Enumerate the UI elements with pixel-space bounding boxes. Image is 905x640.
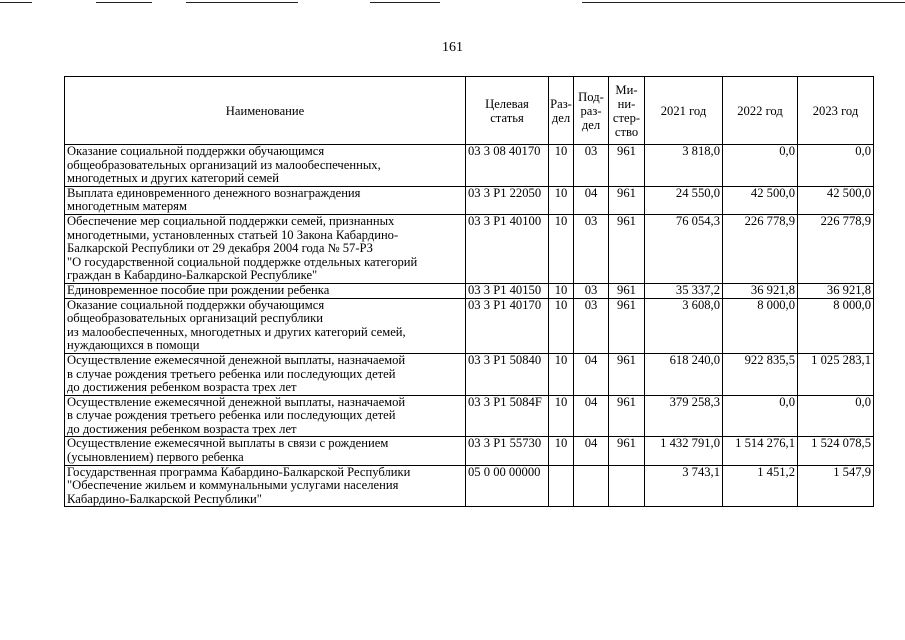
row-ministry: 961: [609, 145, 645, 187]
row-2023: 0,0: [798, 145, 874, 187]
row-subsection: 04: [574, 353, 609, 395]
row-2021: 618 240,0: [645, 353, 723, 395]
row-2023: 36 921,8: [798, 283, 874, 298]
row-subsection: 03: [574, 283, 609, 298]
table-row: [65, 353, 874, 395]
row-ministry: 961: [609, 437, 645, 465]
row-subsection: [574, 465, 609, 507]
row-2022: 226 778,9: [723, 214, 798, 283]
row-ministry: 961: [609, 283, 645, 298]
row-section: 10: [549, 298, 574, 353]
table-row: [65, 465, 874, 507]
scan-edge-line: [370, 2, 440, 3]
row-subsection: 03: [574, 214, 609, 283]
table-row: [65, 283, 874, 298]
row-2021: 24 550,0: [645, 186, 723, 214]
row-2022: 1 514 276,1: [723, 437, 798, 465]
row-2022: 0,0: [723, 145, 798, 187]
page-number: 161: [442, 40, 463, 55]
row-2021: 3 608,0: [645, 298, 723, 353]
row-name: Оказание социальной поддержки обучающимся общеобразовательных организаций из малообеспеченных, многодетных и других категорий семей: [65, 145, 466, 187]
row-name: Осуществление ежемесячной денежной выплаты, назначаемой в случае рождения третьего ребенка или последующих детей до достижения ребенком возраста трех лет: [65, 353, 466, 395]
row-target: 03 3 P1 22050: [466, 186, 549, 214]
row-2021: 3 743,1: [645, 465, 723, 507]
row-target: 03 3 P1 50840: [466, 353, 549, 395]
row-ministry: 961: [609, 395, 645, 437]
row-section: 10: [549, 395, 574, 437]
column-header-section: Раз- дел: [549, 77, 574, 145]
row-ministry: 961: [609, 186, 645, 214]
column-header-target: Целевая статья: [466, 77, 549, 145]
table-row: [65, 395, 874, 437]
row-section: 10: [549, 437, 574, 465]
column-header-2022: 2022 год: [723, 77, 798, 145]
column-header-ministry: Ми- ни- стер- ство: [609, 77, 645, 145]
table-row: [65, 186, 874, 214]
row-target: 03 3 P1 40170: [466, 298, 549, 353]
row-2021: 76 054,3: [645, 214, 723, 283]
scan-edge-line: [96, 2, 152, 3]
table-header-row: [65, 77, 874, 145]
row-name: Осуществление ежемесячной выплаты в связи с рождением (усыновлением) первого ребенка: [65, 437, 466, 465]
row-2022: 1 451,2: [723, 465, 798, 507]
row-section: [549, 465, 574, 507]
scan-edge-line: [186, 2, 298, 3]
row-section: 10: [549, 353, 574, 395]
table-row: [65, 437, 874, 465]
column-header-name: Наименование: [65, 77, 466, 145]
row-name: Обеспечение мер социальной поддержки семей, признанных многодетными, установленных статьей 10 Закона Кабардино- Балкарской Республики от 29 декабря 2004 года № 57-РЗ "О государственной социальной поддержке отдельных категорий граждан в Кабардино-Балкарской Республике": [65, 214, 466, 283]
row-2023: 8 000,0: [798, 298, 874, 353]
table-row: [65, 145, 874, 187]
row-ministry: 961: [609, 353, 645, 395]
row-subsection: 03: [574, 298, 609, 353]
column-header-2021: 2021 год: [645, 77, 723, 145]
row-section: 10: [549, 214, 574, 283]
row-2021: 35 337,2: [645, 283, 723, 298]
row-ministry: [609, 465, 645, 507]
row-name: Единовременное пособие при рождении ребенка: [65, 283, 466, 298]
row-2021: 1 432 791,0: [645, 437, 723, 465]
row-2023: 1 547,9: [798, 465, 874, 507]
row-subsection: 04: [574, 437, 609, 465]
column-header-2023: 2023 год: [798, 77, 874, 145]
row-target: 03 3 P1 40150: [466, 283, 549, 298]
row-subsection: 04: [574, 186, 609, 214]
row-2022: 8 000,0: [723, 298, 798, 353]
row-target: 03 3 08 40170: [466, 145, 549, 187]
row-name: Государственная программа Кабардино-Балкарской Республики "Обеспечение жильем и коммунальными услугами населения Кабардино-Балкарской Республики": [65, 465, 466, 507]
row-ministry: 961: [609, 298, 645, 353]
scan-edge-line: [582, 2, 905, 3]
row-section: 10: [549, 186, 574, 214]
row-target: 03 3 P1 5084F: [466, 395, 549, 437]
row-2022: 922 835,5: [723, 353, 798, 395]
row-target: 03 3 P1 55730: [466, 437, 549, 465]
row-2022: 36 921,8: [723, 283, 798, 298]
row-name: Выплата единовременного денежного вознаграждения многодетным матерям: [65, 186, 466, 214]
row-2022: 42 500,0: [723, 186, 798, 214]
column-header-subsection: Под- раз- дел: [574, 77, 609, 145]
row-2021: 379 258,3: [645, 395, 723, 437]
budget-table: [64, 76, 874, 507]
row-2021: 3 818,0: [645, 145, 723, 187]
row-2022: 0,0: [723, 395, 798, 437]
row-2023: 1 524 078,5: [798, 437, 874, 465]
scan-edge-line: [0, 2, 32, 3]
row-subsection: 03: [574, 145, 609, 187]
table-row: [65, 214, 874, 283]
row-2023: 0,0: [798, 395, 874, 437]
row-target: 03 3 P1 40100: [466, 214, 549, 283]
row-2023: 226 778,9: [798, 214, 874, 283]
row-name: Осуществление ежемесячной денежной выплаты, назначаемой в случае рождения третьего ребенка или последующих детей до достижения ребенком возраста трех лет: [65, 395, 466, 437]
row-name: Оказание социальной поддержки обучающимся общеобразовательных организаций республики из малообеспеченных, многодетных и других категорий семей, нуждающихся в помощи: [65, 298, 466, 353]
row-2023: 1 025 283,1: [798, 353, 874, 395]
row-ministry: 961: [609, 214, 645, 283]
row-2023: 42 500,0: [798, 186, 874, 214]
row-subsection: 04: [574, 395, 609, 437]
row-section: 10: [549, 145, 574, 187]
row-target: 05 0 00 00000: [466, 465, 549, 507]
table-row: [65, 298, 874, 353]
row-section: 10: [549, 283, 574, 298]
